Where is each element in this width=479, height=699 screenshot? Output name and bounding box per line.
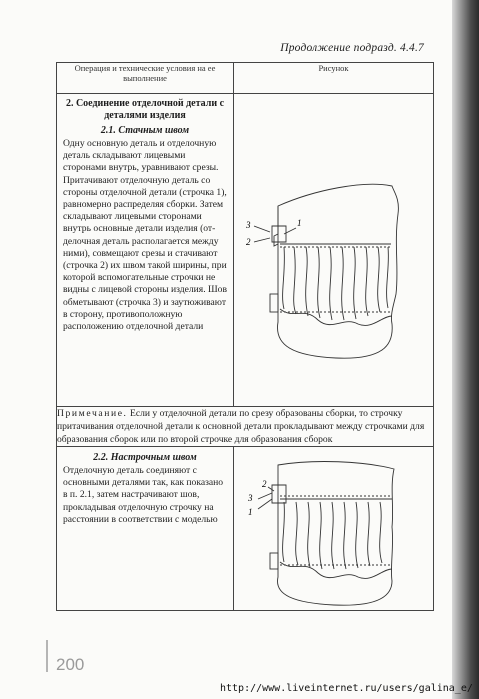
page-margin-bar xyxy=(46,640,48,672)
ruffle-hem-2 xyxy=(280,562,392,578)
fig2-label-3: 3 xyxy=(248,493,253,503)
source-url: http://www.liveinternet.ru/users/galina_e/ xyxy=(220,683,473,694)
ruffle-folds xyxy=(283,247,389,320)
note-label: Примечание. xyxy=(57,408,128,419)
fig1-label-3: 3 xyxy=(246,220,251,230)
figure-column-header: Рисунок xyxy=(234,63,434,94)
figure-flat-seam-diagram xyxy=(234,94,434,406)
ruffle-edge-fold-2 xyxy=(270,553,278,569)
operation-column-header: Операция и технические условия на ее выполнение xyxy=(57,63,234,94)
operation-cell-2-2 xyxy=(57,447,234,611)
page-number: 200 xyxy=(56,655,85,674)
figure-cell-2-1 xyxy=(234,94,434,407)
leader-3 xyxy=(254,226,270,232)
leader-2b xyxy=(268,487,274,491)
table-header-row xyxy=(57,63,434,94)
subsection-title-2-1: 2.1. Стачным швом xyxy=(100,125,190,136)
instruction-table xyxy=(56,62,434,611)
seam-detail-box-2 xyxy=(272,485,286,503)
figure-cell-2-2 xyxy=(234,447,434,611)
operation-text-2-2: Отделочную деталь соединяют с основными деталями так, как показано в п. 2.1, затем настрачивают шов, прокладывая отделочную строчку на расстоянии в соответствии с моделью xyxy=(63,465,224,525)
leader-3b xyxy=(258,493,272,499)
operation-text-2-1: Одну основную деталь и отделочную деталь складывают лицевыми сторонами внутрь, уравнивают срезы. Притачивают отделочную деталь со стороны отделочной детали (строчка 1), равномерно распределяя сборки. Затем складывают лицевыми сторонами внутрь основные детали изделия (отделочная деталь располагается между ними), совмещают срезы и стачивают (строчка 2) их швом такой ширины, при которой вспомогательные строчки не видны с лицевой стороны изделия. Шов обметывают (строчка 3) и заутюживают в сторону, противоположную расположению отделочной детали xyxy=(63,138,228,333)
fig2-label-2: 2 xyxy=(262,479,267,489)
garment-outline xyxy=(277,184,398,358)
fig2-label-1: 1 xyxy=(248,507,253,517)
fig1-label-2: 2 xyxy=(246,237,251,247)
ruffle-hem xyxy=(280,309,392,325)
book-binding-shadow xyxy=(452,0,479,699)
ruffle-folds-2 xyxy=(283,502,382,569)
table-row-2-1 xyxy=(57,94,434,407)
subsection-title-2-2: 2.2. Настрочным швом xyxy=(93,452,197,463)
leader-2 xyxy=(254,238,270,242)
note-cell xyxy=(57,407,434,447)
ruffle-edge-fold xyxy=(270,294,278,312)
note-text: Если у отделочной детали по срезу образованы сборки, то строчку притачивания отделочной детали к основной детали прокладывают между строчками для образования сборок или по второй строчке для образования сборок xyxy=(57,408,425,445)
note-row xyxy=(57,407,434,447)
fig1-label-1: 1 xyxy=(297,218,302,228)
operation-cell-2-1 xyxy=(57,94,234,407)
running-head: Продолжение подразд. 4.4.7 xyxy=(280,42,424,54)
figure-overlay-seam-diagram xyxy=(234,447,434,610)
table-row-2-2 xyxy=(57,447,434,611)
leader-1b xyxy=(258,499,272,509)
section-title: 2. Соединение отделочной детали с деталями изделия xyxy=(65,98,225,121)
garment-outline-2 xyxy=(277,462,394,606)
